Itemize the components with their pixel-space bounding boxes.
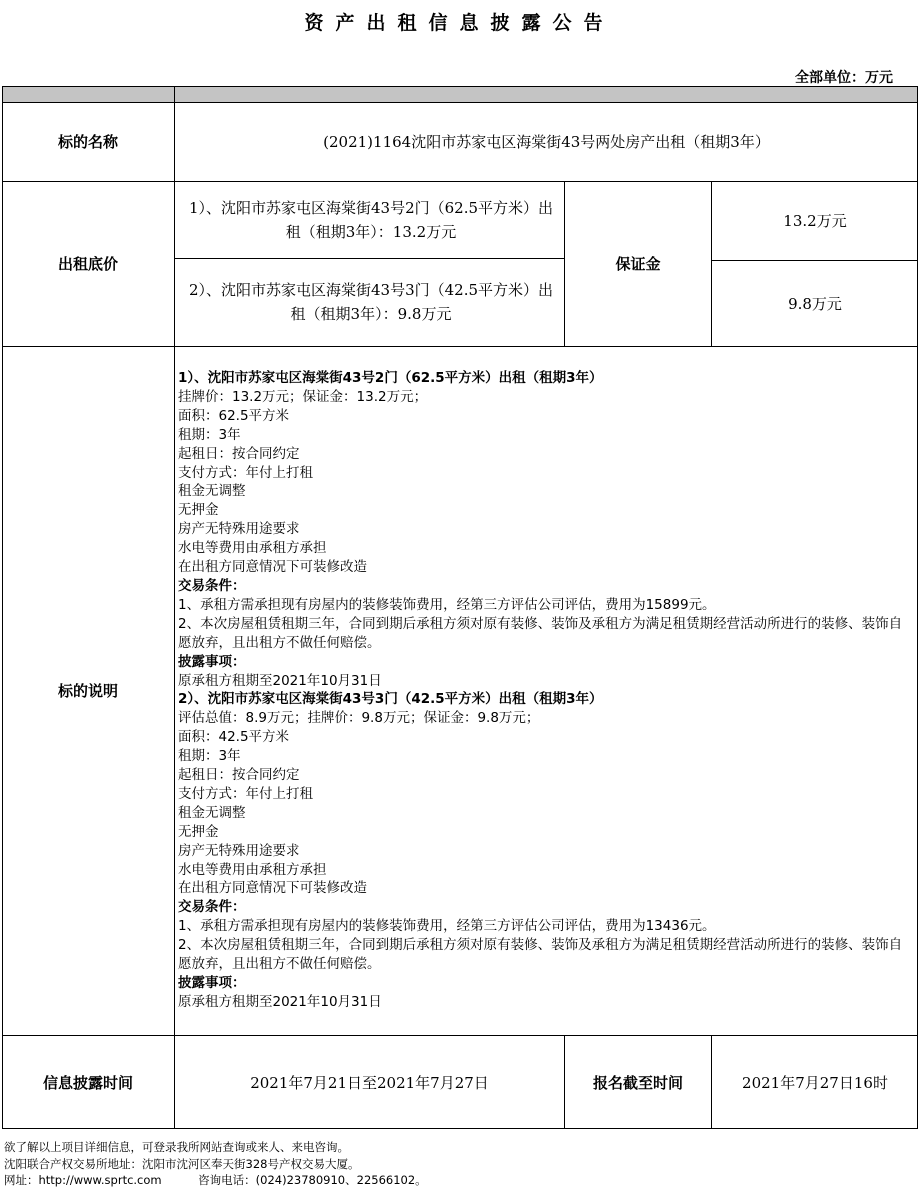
footer bbox=[4, 1139, 427, 1189]
name-value: (2021)1164沈阳市苏家屯区海棠街43号两处房产出租（租期3年） bbox=[323, 133, 770, 151]
description-line: 无押金 bbox=[178, 502, 219, 519]
description-line: 2、本次房屋租赁租期三年，合同到期后承租方须对原有装修、装饰及承租方为满足租赁期经营活动所进行的装修、装饰自愿放弃，且出租方不做任何赔偿。 bbox=[178, 937, 903, 973]
description-line: 租金无调整 bbox=[178, 804, 246, 821]
description-line: 面积：62.5平方米 bbox=[178, 407, 290, 424]
description-heading: 交易条件： bbox=[178, 577, 246, 594]
description-heading: 2）、沈阳市苏家屯区海棠街43号3门（42.5平方米）出租（租期3年） bbox=[178, 691, 603, 708]
description-line: 1、承租方需承担现有房屋内的装修装饰费用，经第三方评估公司评估，费用为13436元。 bbox=[178, 918, 716, 935]
description-line: 租期：3年 bbox=[178, 748, 241, 765]
description-heading: 披露事项： bbox=[178, 653, 246, 670]
description-line: 面积：42.5平方米 bbox=[178, 729, 290, 746]
description-line: 水电等费用由承租方承担 bbox=[178, 861, 327, 878]
description-line: 挂牌价：13.2万元；保证金：13.2万元； bbox=[178, 388, 428, 405]
description-line: 水电等费用由承租方承担 bbox=[178, 540, 327, 557]
footer-line: 沈阳联合产权交易所地址：沈阳市沈河区奉天街328号产权交易大厦。 bbox=[4, 1156, 360, 1171]
description-line: 在出租方同意情况下可装修改造 bbox=[178, 559, 367, 576]
description-line: 支付方式：年付上打租 bbox=[178, 785, 313, 802]
description-heading: 1）、沈阳市苏家屯区海棠街43号2门（62.5平方米）出租（租期3年） bbox=[178, 370, 603, 386]
description-line: 租金无调整 bbox=[178, 483, 246, 500]
price-item-2: 2）、沈阳市苏家屯区海棠街43号3门（42.5平方米）出租（租期3年）：9.8万元 bbox=[188, 281, 554, 323]
col-divider bbox=[174, 86, 175, 1129]
table-header-strip bbox=[3, 87, 917, 102]
description-line: 起租日：按合同约定 bbox=[178, 445, 300, 462]
disclosure-value: 2021年7月21日至2021年7月27日 bbox=[250, 1073, 489, 1092]
page-title: 资产出租信息披露公告 bbox=[304, 12, 615, 34]
description-line: 租期：3年 bbox=[178, 426, 241, 443]
description-line: 无押金 bbox=[178, 823, 219, 840]
description-line: 房产无特殊用途要求 bbox=[178, 842, 300, 859]
price-label: 出租底价 bbox=[57, 255, 118, 273]
deadline-label: 报名截至时间 bbox=[592, 1073, 683, 1092]
description-line: 2、本次房屋租赁租期三年，合同到期后承租方须对原有装修、装饰及承租方为满足租赁期经营活动所进行的装修、装饰自愿放弃，且出租方不做任何赔偿。 bbox=[178, 615, 903, 651]
disclosure-label: 信息披露时间 bbox=[42, 1073, 133, 1092]
description-line: 原承租方租期至2021年10月31日 bbox=[178, 993, 382, 1010]
description-line: 评估总值：8.9万元；挂牌价：9.8万元；保证金：9.8万元； bbox=[178, 710, 540, 727]
unit-note: 全部单位：万元 bbox=[795, 70, 893, 86]
description-line: 1、承租方需承担现有房屋内的装修装饰费用，经第三方评估公司评估，费用为15899元。 bbox=[178, 596, 716, 613]
name-label: 标的名称 bbox=[57, 133, 118, 151]
footer-line: 网址：http://www.sprtc.com 咨询电话：(024)23780910、22566102。 bbox=[4, 1173, 427, 1187]
price-item-1: 1）、沈阳市苏家屯区海棠街43号2门（62.5平方米）出租（租期3年）：13.2万元 bbox=[188, 198, 554, 241]
description-line: 原承租方租期至2021年10月31日 bbox=[178, 672, 382, 689]
description-label: 标的说明 bbox=[57, 682, 118, 700]
description-line: 支付方式：年付上打租 bbox=[178, 464, 313, 481]
description-body bbox=[178, 369, 912, 1012]
description-heading: 交易条件： bbox=[178, 899, 246, 916]
deposit-label: 保证金 bbox=[615, 255, 661, 273]
description-line: 在出租方同意情况下可装修改造 bbox=[178, 880, 367, 897]
description-heading: 披露事项： bbox=[178, 975, 246, 991]
deposit-value-2: 9.8万元 bbox=[788, 294, 842, 313]
description-line: 起租日：按合同约定 bbox=[178, 767, 300, 784]
deadline-value: 2021年7月27日16时 bbox=[742, 1073, 888, 1092]
description-line: 房产无特殊用途要求 bbox=[178, 521, 300, 538]
footer-line: 欲了解以上项目详细信息，可登录我所网站查询或来人、来电咨询。 bbox=[4, 1140, 349, 1154]
deposit-value-1: 13.2万元 bbox=[783, 212, 847, 230]
